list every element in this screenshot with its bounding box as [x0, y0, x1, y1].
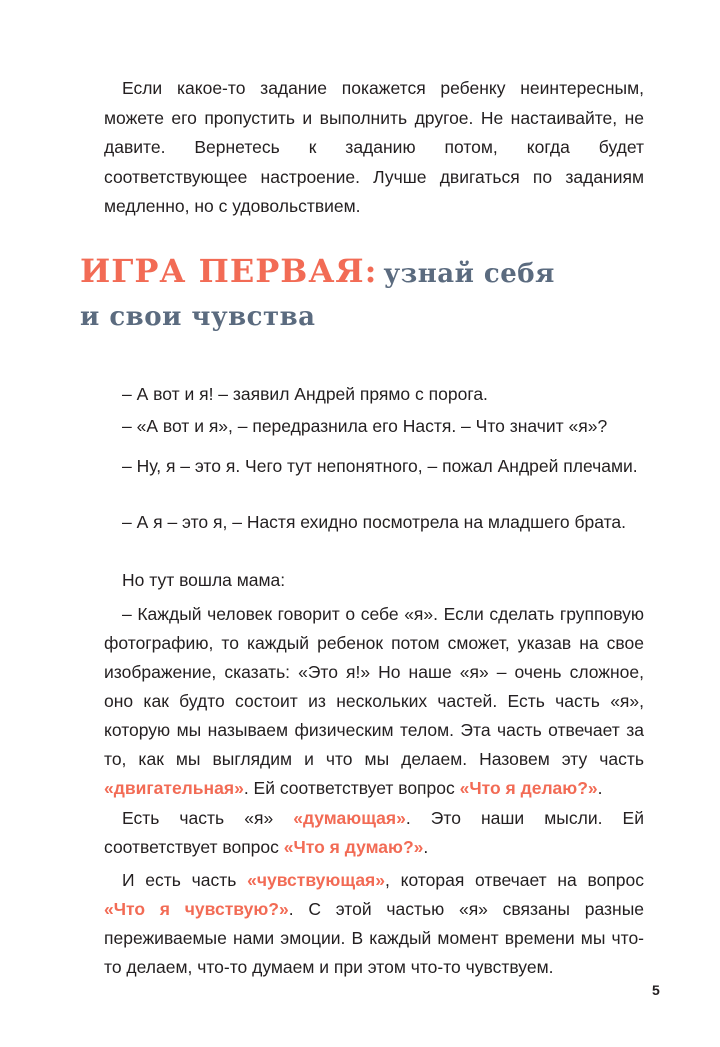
- section-heading: [80, 252, 640, 342]
- mom-speech-mid: . Ей соответствует вопрос: [243, 778, 460, 798]
- highlight-thinking: «думающая»: [293, 808, 406, 828]
- dialogue-line-1: – А вот и я! – заявил Андрей прямо с порога.: [122, 384, 488, 404]
- dialogue-line-4: – А я – это я, – Настя ехидно посмотрела на младшего брата.: [122, 512, 627, 532]
- feeling-end: . С этой частью «я» связаны разные переживаемые нами эмоции. В каждый момент времени мы что-то делаем, что-то думаем и при этом что-то чувствуем.: [104, 899, 644, 977]
- feeling-mid: , которая отвечает на вопрос: [385, 870, 645, 890]
- mom-speech-paragraph: [104, 600, 644, 803]
- thinking-end: .: [423, 837, 429, 857]
- dialogue-line-5: Но тут вошла мама:: [122, 570, 286, 590]
- page-number: 5: [652, 982, 660, 998]
- heading-subtitle-part2: и свои чувства: [80, 302, 316, 332]
- thinking-mid: . Это наши мысли. Ей соответствует вопрос: [104, 808, 644, 857]
- mom-speech-text: – Каждый человек говорит о себе «я». Если сделать групповую фотографию, то каждый ребенок потом сможет, указав на свое изображение, сказать: «Это я!» Но наше «я» – очень сложное, оно как будто состоит из нескольких частей. Есть часть «я», которую мы называем физическим телом. Эта часть отвечает за то, как мы выглядим и что мы делаем. Назовем эту часть: [104, 604, 644, 769]
- mom-speech-end: .: [597, 778, 603, 798]
- feeling-paragraph: [104, 866, 644, 982]
- thinking-start: Есть часть «я»: [122, 808, 294, 828]
- dialogue-line-3: – Ну, я – это я. Чего тут непонятного, – пожал Андрей плечами.: [122, 456, 638, 476]
- highlight-feeling: «чувствующая»: [247, 870, 386, 890]
- highlight-motor: «двигательная»: [104, 778, 244, 798]
- dialogue-line-2: – «А вот и я», – передразнила его Настя. – Что значит «я»?: [122, 416, 608, 436]
- thinking-paragraph: [104, 804, 644, 862]
- highlight-what-i-feel: «Что я чувствую?»: [104, 899, 289, 919]
- feeling-start: И есть часть: [122, 870, 248, 890]
- heading-subtitle-part1: узнай себя: [383, 259, 555, 289]
- intro-paragraph: Если какое-то задание покажется ребенку неинтересным, можете его пропустить и выполнить другое. Не настаивайте, не давите. Вернетесь к заданию потом, когда будет соответствующее настроение. Лучше двигаться по заданиям медленно, но с удовольствием.: [104, 78, 644, 216]
- highlight-what-i-think: «Что я думаю?»: [283, 837, 424, 857]
- highlight-what-i-do: «Что я делаю?»: [459, 778, 598, 798]
- heading-title-red: ИГРА ПЕРВАЯ:: [80, 252, 378, 290]
